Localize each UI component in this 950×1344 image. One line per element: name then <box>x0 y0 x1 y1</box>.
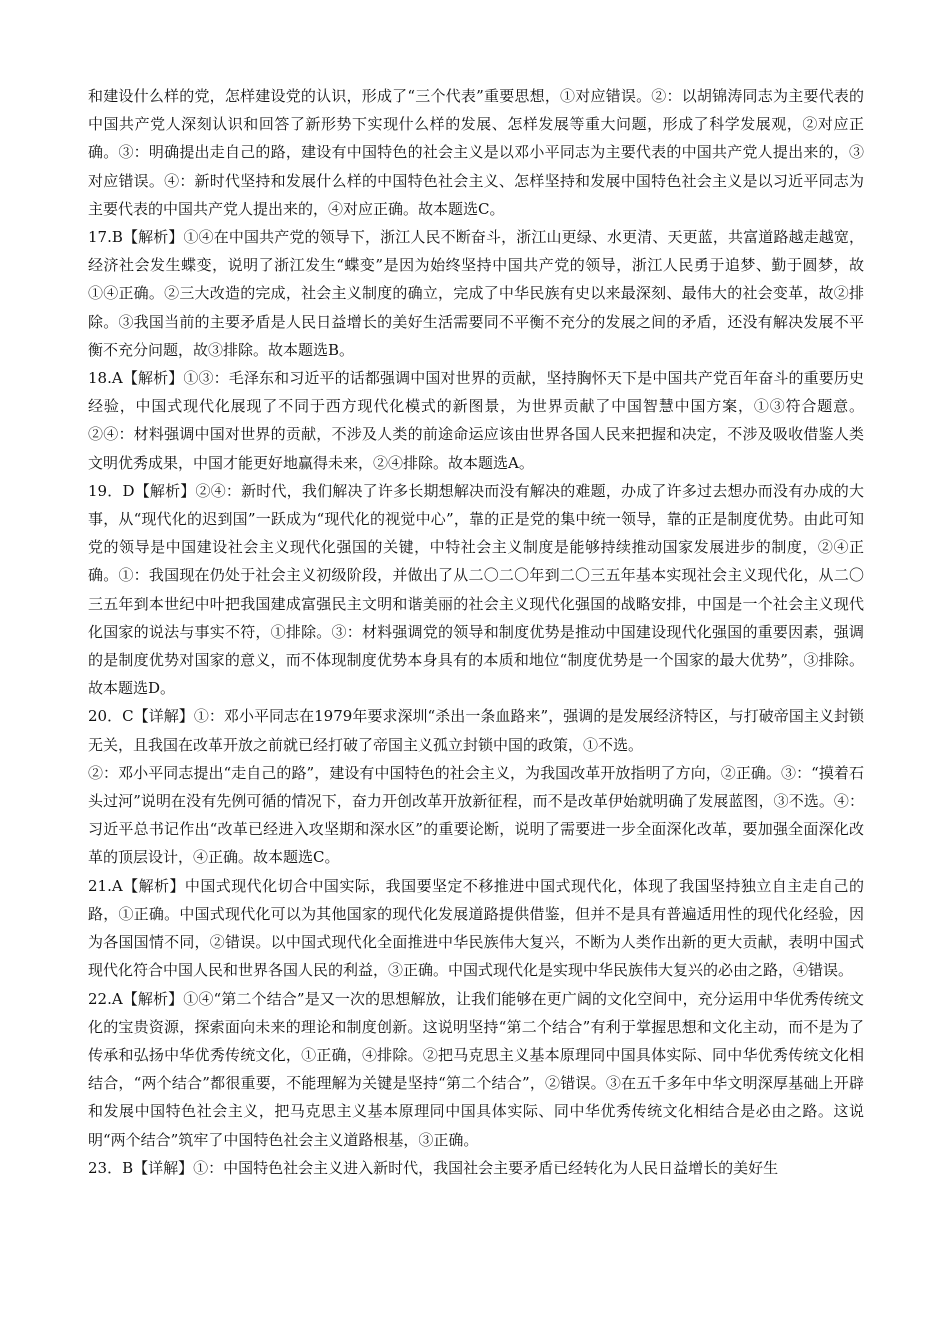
paragraph-q20: 20．C【详解】①：邓小平同志在1979年要求深圳“杀出一条血路来”，强调的是发展经济特区，与打破帝国主义封锁无关，且我国在改革开放之前就已经打破了帝国主义孤立封锁中国的政策，①不选。 <box>88 707 864 754</box>
paragraph-q22: 22.A【解析】①④“第二个结合”是又一次的思想解放，让我们能够在更广阔的文化空间中，充分运用中华优秀传统文化的宝贵资源，探索面向未来的理论和制度创新。这说明坚持“第二个结合”有利于掌握思想和文化主动，而不是为了传承和弘扬中华优秀传统文化，①正确，④排除。②把马克思主义基本原理同中国具体实际、同中华优秀传统文化相结合，“两个结合”都很重要，不能理解为关键是坚持“第二个结合”，②错误。③在五千多年中华文明深厚基础上开辟和发展中国特色社会主义，把马克思主义基本原理同中国具体实际、同中华优秀传统文化相结合是必由之路。这说明“两个结合”筑牢了中国特色社会主义道路根基，③正确。 <box>88 989 864 1149</box>
paragraph-q16-continued: 和建设什么样的党，怎样建设党的认识，形成了“三个代表”重要思想，①对应错误。②：以胡锦涛同志为主要代表的中国共产党人深刻认识和回答了新形势下实现什么样的发展、怎样发展等重大问题，形成了科学发展观，②对应正确。③：明确提出走自己的路，建设有中国特色的社会主义是以邓小平同志为主要代表的中国共产党人提出来的，③对应错误。④：新时代坚持和发展什么样的中国特色社会主义、怎样坚持和发展中国特色社会主义是以习近平同志为主要代表的中国共产党人提出来的，④对应正确。故本题选C。 <box>88 87 864 218</box>
paragraph-q18: 18.A【解析】①③：毛泽东和习近平的话都强调中国对世界的贡献，坚持胸怀天下是中国共产党百年奋斗的重要历史经验，中国式现代化展现了不同于西方现代化模式的新图景，为世界贡献了中国智慧中国方案，①③符合题意。②④：材料强调中国对世界的贡献，不涉及人类的前途命运应该由世界各国人民来把握和决定，不涉及吸收借鉴人类文明优秀成果，中国才能更好地赢得未来，②④排除。故本题选A。 <box>88 369 864 472</box>
paragraph-q20-continued: ②：邓小平同志提出“走自己的路”，建设有中国特色的社会主义，为我国改革开放指明了方向，②正确。③：“摸着石头过河”说明在没有先例可循的情况下，奋力开创改革开放新征程，而不是改革伊始就明确了发展蓝图，③不选。④：习近平总书记作出“改革已经进入攻坚期和深水区”的重要论断，说明了需要进一步全面深化改革，要加强全面深化改革的顶层设计，④正确。故本题选C。 <box>88 763 864 867</box>
paragraph-q19: 19．D【解析】②④：新时代，我们解决了许多长期想解决而没有解决的难题，办成了许多过去想办而没有办成的大事，从“现代化的迟到国”一跃成为“现代化的视觉中心”，靠的正是党的集中统一领导，靠的正是制度优势。由此可知党的领导是中国建设社会主义现代化强国的关键，中特社会主义制度是能够持续推动国家发展进步的制度，②④正确。①：我国现在仍处于社会主义初级阶段，并做出了从二〇二〇年到二〇三五年基本实现社会主义现代化，从二〇三五年到本世纪中叶把我国建成富强民主文明和谐美丽的社会主义现代化强国的战略安排，中国是一个社会主义现代化国家的说法与事实不符，①排除。③：材料强调党的领导和制度优势是推动中国建设现代化强国的重要因素，强调的是制度优势对国家的意义，而不体现制度优势本身具有的本质和地位“制度优势是一个国家的最大优势”，③排除。故本题选D。 <box>88 481 864 698</box>
paragraph-q17: 17.B【解析】①④在中国共产党的领导下，浙江人民不断奋斗，浙江山更绿、水更清、天更蓝，共富道路越走越宽，经济社会发生蝶变，说明了浙江发生“蝶变”是因为始终坚持中国共产党的领导，浙江人民勇于追梦、勤于圆梦，故①④正确。②三大改造的完成，社会主义制度的确立，完成了中华民族有史以来最深刻、最伟大的社会变革，故②排除。③我国当前的主要矛盾是人民日益增长的美好生活需要同不平衡不充分的发展之间的矛盾，还没有解决发展不平衡不充分问题，故③排除。故本题选B。 <box>88 228 864 359</box>
answer-explanation-page <box>88 82 864 1182</box>
paragraph-q21: 21.A【解析】中国式现代化切合中国实际，我国要坚定不移推进中国式现代化，体现了我国坚持独立自主走自己的路，①正确。中国式现代化可以为其他国家的现代化发展道路提供借鉴，但并不是具有普遍适用性的现代化经验，因为各国国情不同，②错误。以中国式现代化全面推进中华民族伟大复兴，不断为人类作出新的更大贡献，表明中国式现代化符合中国人民和世界各国人民的利益，③正确。中国式现代化是实现中华民族伟大复兴的必由之路，④错误。 <box>88 876 864 980</box>
paragraph-q23: 23．B【详解】①：中国特色社会主义进入新时代，我国社会主要矛盾已经转化为人民日益增长的美好生 <box>88 1158 779 1177</box>
